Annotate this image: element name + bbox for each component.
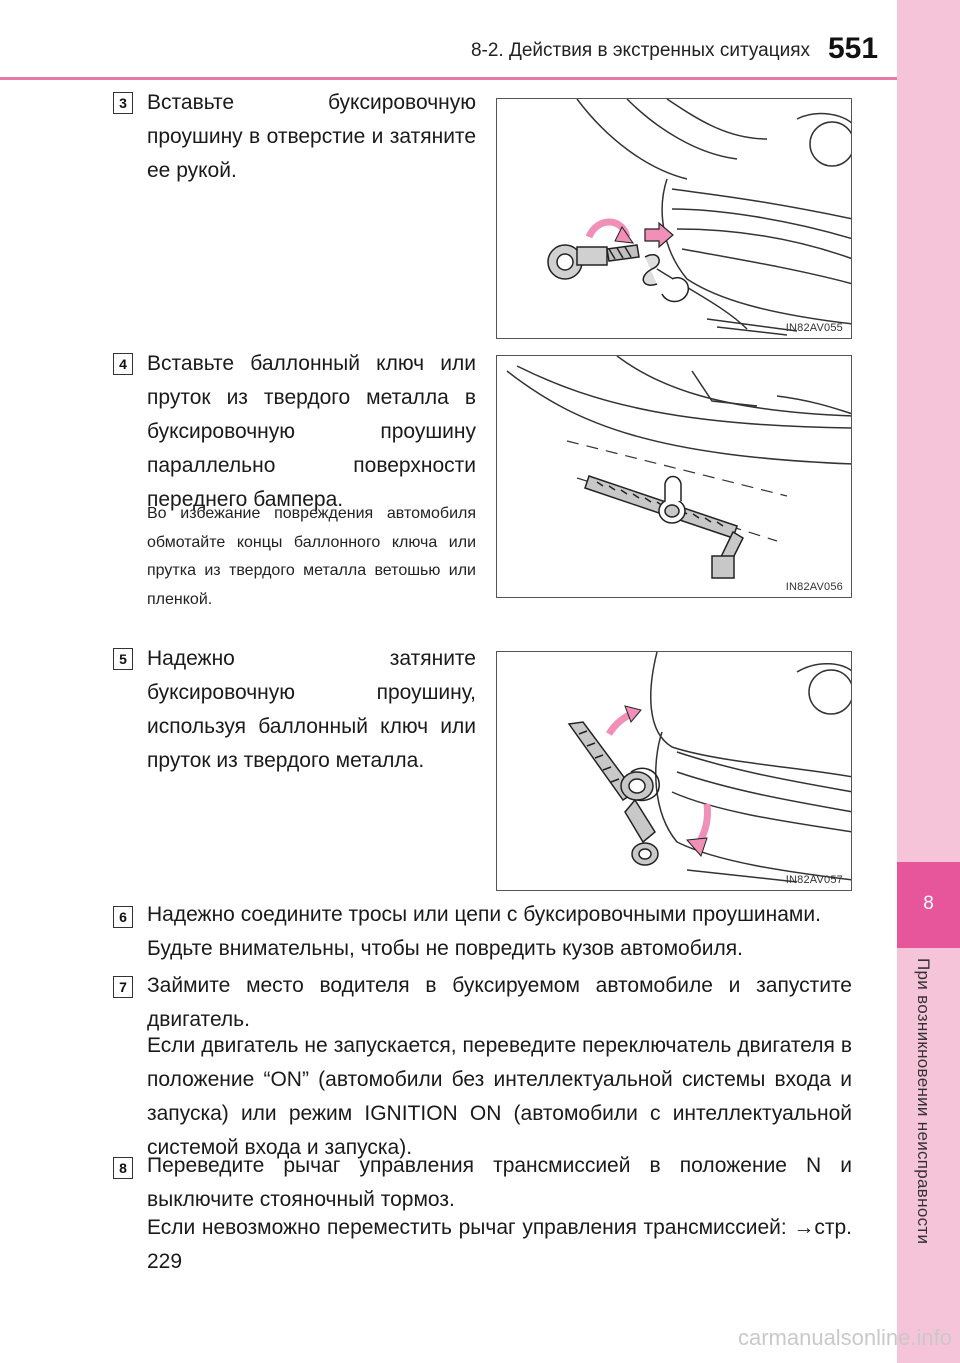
step-6-note: Будьте внимательны, чтобы не повредить кузов автомобиля. xyxy=(147,937,743,960)
step-6-text: Надежно соедините тросы или цепи с буксировочными проушинами. xyxy=(147,903,821,926)
chapter-title: При возникновении неисправности xyxy=(914,958,933,1245)
section-title: 8-2. Действия в экстренных ситуациях xyxy=(470,40,810,61)
page-number: 551 xyxy=(828,32,879,65)
step-number-7: 7 xyxy=(113,976,133,998)
chapter-side-tab xyxy=(897,0,960,1363)
figure-code: IN82AV056 xyxy=(785,581,843,593)
step-5-text: Надежно затяните буксировочную проушину, используя баллонный ключ или пруток из твердого металла. xyxy=(147,647,476,772)
step-number-8: 8 xyxy=(113,1157,133,1179)
figure-insert-towing-eye xyxy=(496,98,852,339)
step-number-3: 3 xyxy=(113,92,133,114)
illustration-wrench-insert xyxy=(497,356,852,598)
watermark: carmanualsonline.info xyxy=(737,1325,952,1350)
figure-tighten-towing-eye xyxy=(496,651,852,891)
illustration-towing-eye-insert xyxy=(497,99,852,339)
step-8-note: Если невозможно переместить рычаг управления трансмиссией: →стр. 229 xyxy=(147,1216,852,1273)
illustration-tighten-towing-eye xyxy=(497,652,852,891)
step-4-note: Во избежание повреждения автомобиля обмотайте концы баллонного ключа или прутка из твердого металла ветошью или пленкой. xyxy=(147,505,476,608)
step-7-text: Займите место водителя в буксируемом автомобиле и запустите двигатель. xyxy=(147,974,852,1031)
figure-code: IN82AV055 xyxy=(785,322,843,334)
header-rule xyxy=(0,77,897,80)
figure-insert-wrench xyxy=(496,355,852,598)
step-7-note: Если двигатель не запускается, переведите переключатель двигателя в положение “ON” (автомобили без интеллектуальной системы входа и запуска) или режим IGNITION ON (автомобили с интеллектуальной системой входа и запуска). xyxy=(147,1034,852,1159)
step-8-text: Переведите рычаг управления трансмиссией в положение N и выключите стояночный тормоз. xyxy=(147,1154,852,1211)
step-4-text: Вставьте баллонный ключ или пруток из твердого металла в буксировочную проушину параллельно поверхности переднего бампера. xyxy=(147,352,476,511)
figure-code: IN82AV057 xyxy=(785,874,843,886)
step-number-5: 5 xyxy=(113,648,133,670)
step-number-4: 4 xyxy=(113,353,133,375)
chapter-number: 8 xyxy=(923,893,934,914)
step-3-text: Вставьте буксировочную проушину в отверстие и затяните ее рукой. xyxy=(147,91,476,182)
step-number-6: 6 xyxy=(113,906,133,928)
